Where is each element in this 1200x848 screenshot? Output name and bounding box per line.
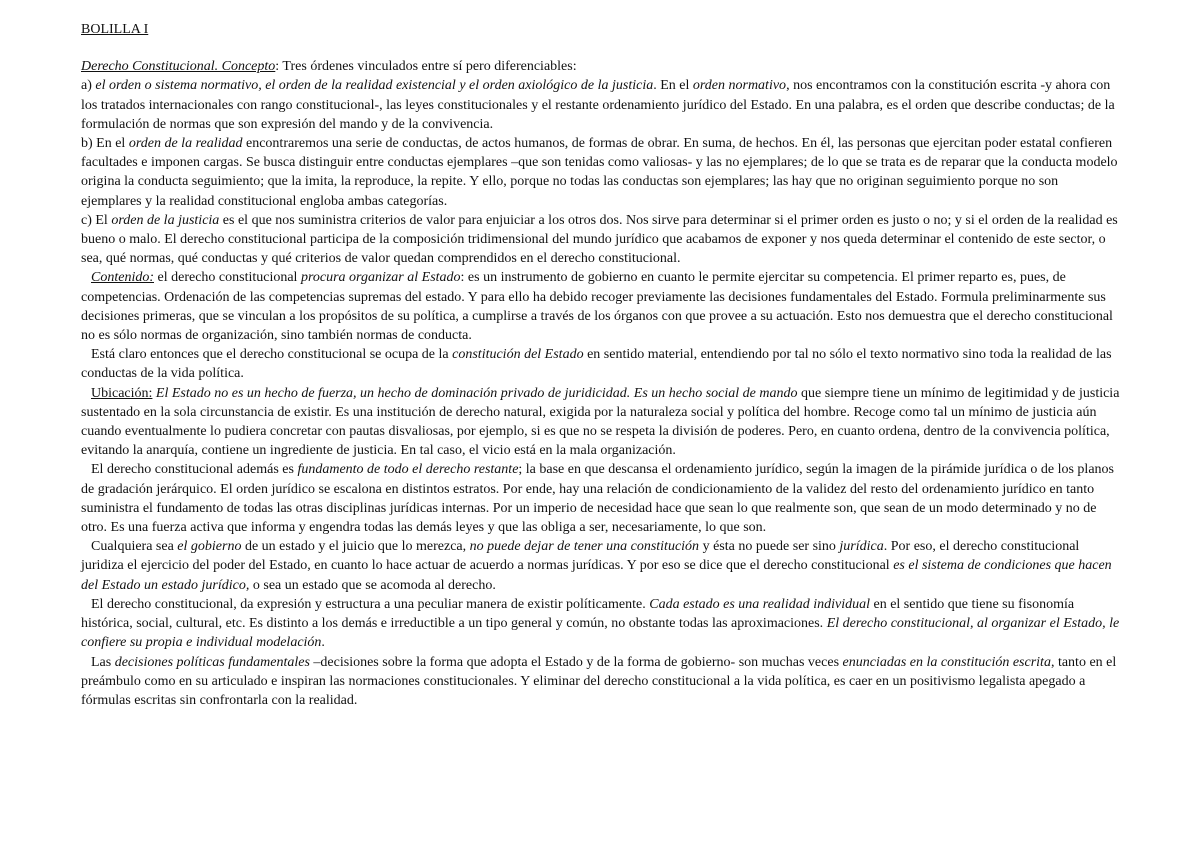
italic-span: decisiones políticas fundamentales [114,654,310,670]
text-span: . [321,635,325,651]
text-span: . En el [653,78,693,94]
text-span: . Por eso, el derecho constitucional juridiza el ejercicio del poder del Estado, en cuanto lo hace actuar de acuerdo a normas jurídicas. Y por eso se dice que el derecho constitucional [81,539,1080,574]
document-page [81,20,1121,710]
italic-span: enunciadas en la constitución escrita [842,654,1051,670]
paragraph-contenido [81,268,1121,345]
italic-span: Cada estado es una realidad individual [649,596,870,612]
italic-span: El derecho constitucional, al organizar el Estado, le confiere su propia e individual modelación [81,616,1120,651]
paragraph-b [81,134,1121,211]
italic-span: fundamento de todo el derecho restante [297,462,519,478]
text-span: el derecho constitucional [154,270,301,286]
text-span: a) [81,78,96,94]
text-span: Está claro entonces que el derecho constitucional se ocupa de la [91,347,453,363]
text-span: : Tres órdenes vinculados entre sí pero diferenciables: [275,59,577,75]
text-span: Las [91,654,115,670]
text-span: en el sentido que tiene su fisonomía histórica, social, cultural, etc. Es distinto a los demás e irreductible a un tipo general y común, no obstante todas las aproximaciones. [81,596,1075,632]
paragraph-expresion [81,595,1121,653]
heading-concepto: Derecho Constitucional. Concepto [81,59,276,75]
italic-span: orden de la justicia [111,212,220,228]
paragraph-ubicacion [81,384,1121,461]
text-span: de un estado y el juicio que lo merezca, [241,539,470,555]
italic-span: el gobierno [177,539,242,555]
paragraph-a [81,76,1121,134]
text-span: o sea un estado que se acomoda al derecho. [249,577,496,593]
paragraph-esta [81,345,1121,383]
text-span: El derecho constitucional además es [91,462,298,478]
text-span: ; la base en que descansa el ordenamiento jurídico, según la imagen de la pirámide jurídica o de los planos de gradación jerárquico. El orden jurídico se escalona en distintos estratos. Por ende, hay una relación de condicionamiento de la validez del resto del ordenamiento jurídico en tanto suministra el fundamento de todas las otras disciplinas jurídicas internas. Por un imperio de necesidad hace que sean lo que realmente son, que sean de un modo determinado y no de otro. Es una fuerza activa que informa y engendra todas las demás leyes y que las obliga a ser, necesariamente, lo que son. [81,462,1114,536]
text-span: que siempre tiene un mínimo de legitimidad y de justicia sustentado en la sola circunstancia de existir. Es una institución de derecho natural, exigida por la naturaleza social y política del hombre. Recoge como tal un mínimo de justicia aún cuando eventualmente lo pudiera concretar con pautas disvaliosas, por ejemplo, si es que no se respeta la división de poderes. Pero, en cuanto ordena, dentro de la convivencia política, evitando la anarquía, contiene un ingrediente de justicia. En tal caso, el vicio está en la mala organización. [81,385,1120,459]
paragraph-gobierno [81,537,1121,595]
italic-span: procura organizar al Estado [300,270,461,286]
text-span: en sentido material, entendiendo por tal no sólo el texto normativo sino toda la realidad de las conductas de la vida política. [81,347,1112,382]
text-span: es el que nos suministra criterios de valor para enjuiciar a los otros dos. Nos sirve para determinar si el primer orden es justo o no; y si el orden de la realidad es bueno o malo. El derecho constitucional participa de la composición tridimensional del mundo jurídico que acabamos de exponer y nos queda determinar el contenido de este sector, o sea, qué normas, qué conductas y qué criterios de valor quedan comprendidos en el derecho constitucional. [81,212,1118,267]
paragraph-fundamento [81,460,1121,537]
italic-span: orden de la realidad [128,136,243,152]
italic-span: constitución del Estado [452,347,584,363]
text-span: b) En el [81,136,129,152]
italic-span: orden normativo [692,78,787,94]
text-span: –decisiones sobre la forma que adopta el Estado y de la forma de gobierno- son muchas veces [309,654,843,670]
text-span: y ésta no puede ser sino [699,539,840,555]
text-span: , nos encontramos con la constitución escrita -y ahora con los tratados internacionales con rango constitucional-, las leyes constitucionales y el restante ordenamiento jurídico del Estado. En una palabra, es el orden que describe conductas; de la formulación de normas que son expresión del mando y de la convivencia. [81,78,1115,132]
italic-span: el orden o sistema normativo, el orden de la realidad existencial y el orden axiológico de la justicia [95,78,654,94]
text-span: El derecho constitucional, da expresión y estructura a una peculiar manera de existir políticamente. [91,596,650,612]
text-span: encontraremos una serie de conductas, de actos humanos, de formas de obrar. En suma, de hechos. En él, las personas que ejercitan poder estatal confieren facultades e imponen cargas. Se busca distinguir entre conductas ejemplares –que son tenidas como valiosas- y las no ejemplares; de lo que se trata es de reparar que la conducta modelo origina la conducta seguimiento; que la imita, la reproduce, la repite. Y ello, porque no todas las conductas son ejemplares; las hay que no originan seguimiento porque no son ejemplares y la realidad constitucional engloba ambas categorías. [81,136,1118,209]
italic-span: El Estado no es un hecho de fuerza, un hecho de dominación privado de juridicidad. Es un hecho social de mando [152,385,798,401]
italic-span: no puede dejar de tener una constitución [469,539,700,555]
heading-ubicacion: Ubicación: [91,385,153,401]
text-span: Cualquiera sea [91,539,178,555]
document-title: BOLILLA I [81,22,149,37]
text-span: : es un instrumento de gobierno en cuanto le permite ejercitar su competencia. El primer reparto es, pues, de competencias. Ordenación de las competencias supremas del estado. Y para ello ha debido recoger previamente las decisiones fundamentales del Estado. Formula preliminarmente sus decisiones primeras, que se vinculan a los propósitos de su política, a cumplirse a través de los órganos con que provee a su actuación. Esto nos demuestra que el derecho constitucional no es sólo normas de organización, sino también normas de conducta. [81,270,1113,344]
text-span: c) El [81,212,112,228]
paragraph-concepto [81,57,1121,76]
italic-span: es el sistema de condiciones que hacen del Estado un estado jurídico, [81,558,1112,593]
heading-contenido: Contenido: [91,270,154,286]
italic-span: jurídica [839,539,884,555]
paragraph-c [81,211,1121,269]
paragraph-decisiones [81,653,1121,711]
text-span: , tanto en el preámbulo como en su articulado e inspiran las normaciones constitucionales. Y eliminar del derecho constitucional a la vida política, es caer en un positivismo legalista apegado a fórmulas escritas sin confrontarla con la realidad. [81,654,1117,708]
